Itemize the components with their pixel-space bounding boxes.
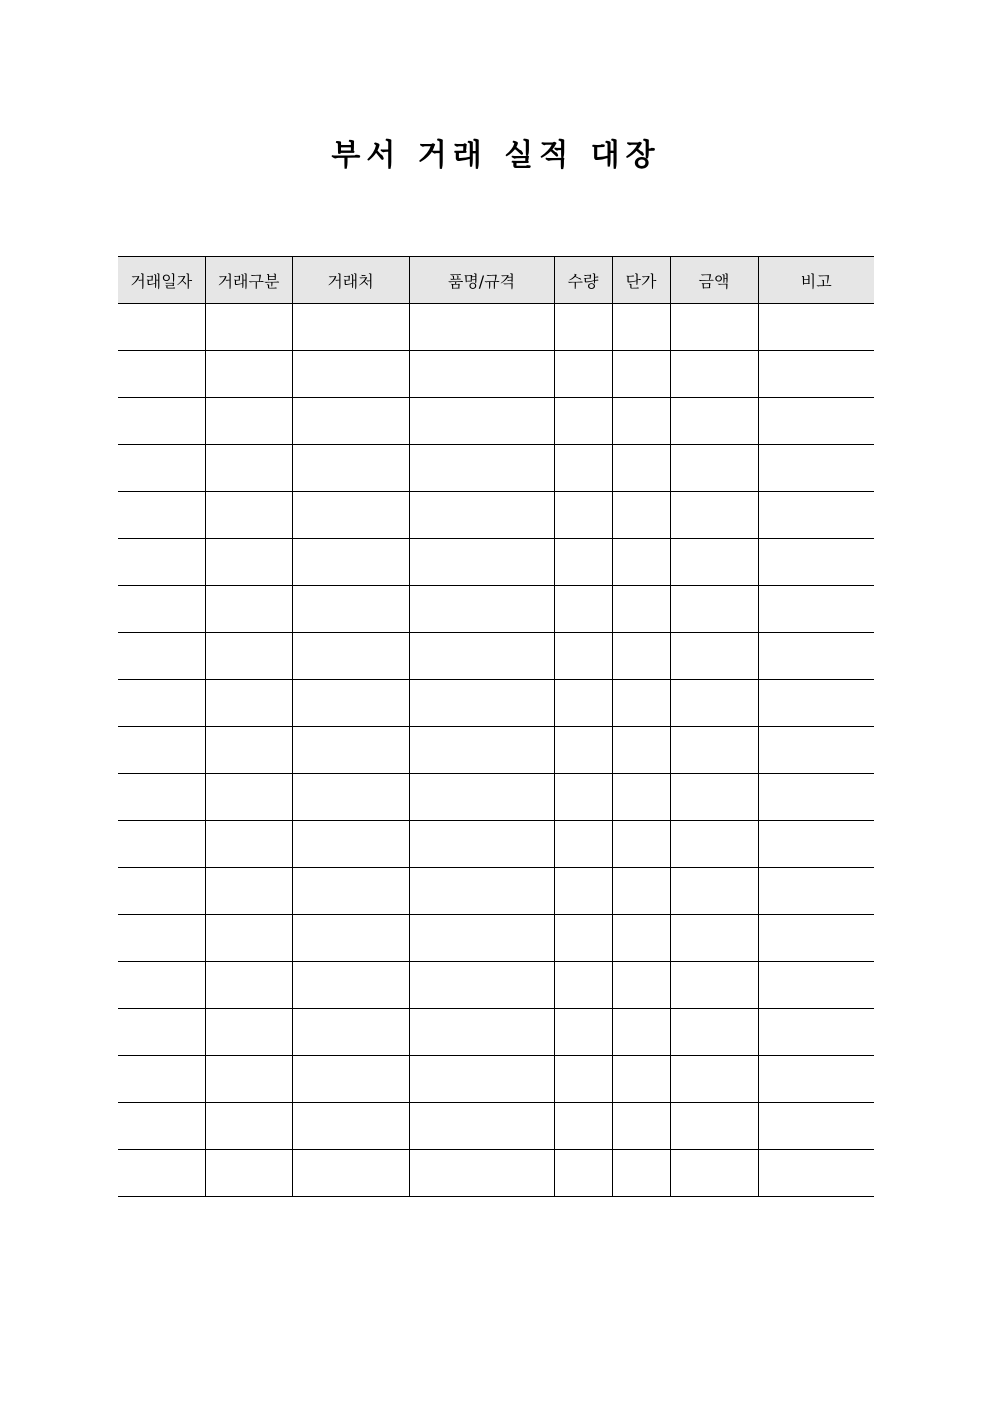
cell-remarks[interactable] (758, 727, 874, 774)
cell-date[interactable] (118, 915, 205, 962)
cell-date[interactable] (118, 680, 205, 727)
cell-type[interactable] (205, 633, 292, 680)
cell-remarks[interactable] (758, 680, 874, 727)
cell-type[interactable] (205, 1009, 292, 1056)
cell-date[interactable] (118, 398, 205, 445)
cell-type[interactable] (205, 1150, 292, 1197)
cell-partner[interactable] (292, 351, 409, 398)
cell-item-spec[interactable] (409, 304, 554, 351)
cell-date[interactable] (118, 492, 205, 539)
cell-item-spec[interactable] (409, 1103, 554, 1150)
cell-type[interactable] (205, 774, 292, 821)
cell-remarks[interactable] (758, 586, 874, 633)
cell-type[interactable] (205, 1103, 292, 1150)
cell-remarks[interactable] (758, 1056, 874, 1103)
cell-remarks[interactable] (758, 1009, 874, 1056)
cell-unit-price[interactable] (612, 586, 670, 633)
cell-unit-price[interactable] (612, 351, 670, 398)
cell-item-spec[interactable] (409, 1056, 554, 1103)
cell-partner[interactable] (292, 1103, 409, 1150)
page-title: 부서 거래 실적 대장 (331, 138, 661, 173)
cell-remarks[interactable] (758, 868, 874, 915)
cell-unit-price[interactable] (612, 304, 670, 351)
cell-quantity[interactable] (554, 727, 612, 774)
cell-quantity[interactable] (554, 1009, 612, 1056)
cell-partner[interactable] (292, 962, 409, 1009)
cell-quantity[interactable] (554, 304, 612, 351)
column-header-type: 거래구분 (205, 257, 292, 304)
cell-item-spec[interactable] (409, 633, 554, 680)
cell-type[interactable] (205, 962, 292, 1009)
cell-quantity[interactable] (554, 398, 612, 445)
cell-quantity[interactable] (554, 868, 612, 915)
table-row (118, 586, 874, 633)
cell-partner[interactable] (292, 727, 409, 774)
table-row (118, 633, 874, 680)
ledger-table (118, 256, 874, 1197)
cell-amount[interactable] (670, 633, 758, 680)
cell-unit-price[interactable] (612, 821, 670, 868)
cell-date[interactable] (118, 445, 205, 492)
cell-remarks[interactable] (758, 351, 874, 398)
cell-partner[interactable] (292, 1009, 409, 1056)
cell-quantity[interactable] (554, 821, 612, 868)
cell-remarks[interactable] (758, 1103, 874, 1150)
cell-partner[interactable] (292, 821, 409, 868)
cell-item-spec[interactable] (409, 445, 554, 492)
cell-unit-price[interactable] (612, 868, 670, 915)
cell-item-spec[interactable] (409, 821, 554, 868)
cell-unit-price[interactable] (612, 492, 670, 539)
cell-partner[interactable] (292, 1150, 409, 1197)
cell-quantity[interactable] (554, 680, 612, 727)
cell-amount[interactable] (670, 962, 758, 1009)
cell-amount[interactable] (670, 1103, 758, 1150)
cell-amount[interactable] (670, 821, 758, 868)
table-row (118, 351, 874, 398)
cell-amount[interactable] (670, 492, 758, 539)
cell-unit-price[interactable] (612, 1009, 670, 1056)
cell-remarks[interactable] (758, 492, 874, 539)
cell-item-spec[interactable] (409, 351, 554, 398)
cell-remarks[interactable] (758, 304, 874, 351)
table-row (118, 539, 874, 586)
cell-amount[interactable] (670, 915, 758, 962)
table-row (118, 1150, 874, 1197)
column-header-amount: 금액 (670, 257, 758, 304)
column-header-unit-price: 단가 (612, 257, 670, 304)
cell-partner[interactable] (292, 774, 409, 821)
cell-partner[interactable] (292, 445, 409, 492)
cell-quantity[interactable] (554, 1056, 612, 1103)
cell-date[interactable] (118, 962, 205, 1009)
cell-type[interactable] (205, 445, 292, 492)
cell-item-spec[interactable] (409, 398, 554, 445)
cell-amount[interactable] (670, 351, 758, 398)
cell-amount[interactable] (670, 586, 758, 633)
cell-quantity[interactable] (554, 633, 612, 680)
cell-type[interactable] (205, 492, 292, 539)
table-row (118, 398, 874, 445)
cell-quantity[interactable] (554, 492, 612, 539)
cell-remarks[interactable] (758, 633, 874, 680)
cell-partner[interactable] (292, 492, 409, 539)
cell-item-spec[interactable] (409, 1150, 554, 1197)
table-row (118, 1056, 874, 1103)
table-row (118, 680, 874, 727)
cell-type[interactable] (205, 868, 292, 915)
cell-item-spec[interactable] (409, 539, 554, 586)
cell-item-spec[interactable] (409, 868, 554, 915)
cell-unit-price[interactable] (612, 633, 670, 680)
cell-date[interactable] (118, 1056, 205, 1103)
table-row (118, 492, 874, 539)
cell-remarks[interactable] (758, 398, 874, 445)
table-row (118, 774, 874, 821)
table-row (118, 962, 874, 1009)
cell-type[interactable] (205, 304, 292, 351)
cell-date[interactable] (118, 821, 205, 868)
column-header-partner: 거래처 (292, 257, 409, 304)
cell-date[interactable] (118, 774, 205, 821)
cell-amount[interactable] (670, 539, 758, 586)
cell-date[interactable] (118, 586, 205, 633)
cell-partner[interactable] (292, 868, 409, 915)
column-header-date: 거래일자 (118, 257, 205, 304)
cell-amount[interactable] (670, 680, 758, 727)
cell-amount[interactable] (670, 727, 758, 774)
cell-amount[interactable] (670, 774, 758, 821)
cell-item-spec[interactable] (409, 962, 554, 1009)
cell-type[interactable] (205, 727, 292, 774)
table-row (118, 304, 874, 351)
cell-amount[interactable] (670, 1150, 758, 1197)
cell-partner[interactable] (292, 1056, 409, 1103)
cell-unit-price[interactable] (612, 398, 670, 445)
cell-unit-price[interactable] (612, 1056, 670, 1103)
header-row (118, 257, 874, 304)
cell-unit-price[interactable] (612, 1103, 670, 1150)
cell-remarks[interactable] (758, 962, 874, 1009)
table-row (118, 1009, 874, 1056)
cell-amount[interactable] (670, 398, 758, 445)
table-row (118, 1103, 874, 1150)
cell-unit-price[interactable] (612, 962, 670, 1009)
cell-date[interactable] (118, 727, 205, 774)
table-row (118, 727, 874, 774)
cell-date[interactable] (118, 1009, 205, 1056)
column-header-item-spec: 품명/규격 (409, 257, 554, 304)
cell-date[interactable] (118, 539, 205, 586)
cell-remarks[interactable] (758, 445, 874, 492)
cell-amount[interactable] (670, 1009, 758, 1056)
column-header-quantity: 수량 (554, 257, 612, 304)
cell-quantity[interactable] (554, 586, 612, 633)
cell-type[interactable] (205, 680, 292, 727)
cell-quantity[interactable] (554, 915, 612, 962)
cell-type[interactable] (205, 1056, 292, 1103)
table-row (118, 915, 874, 962)
cell-date[interactable] (118, 304, 205, 351)
cell-partner[interactable] (292, 539, 409, 586)
cell-date[interactable] (118, 1150, 205, 1197)
cell-item-spec[interactable] (409, 680, 554, 727)
cell-unit-price[interactable] (612, 680, 670, 727)
cell-quantity[interactable] (554, 351, 612, 398)
cell-quantity[interactable] (554, 774, 612, 821)
cell-partner[interactable] (292, 586, 409, 633)
table-row (118, 821, 874, 868)
cell-partner[interactable] (292, 915, 409, 962)
cell-type[interactable] (205, 351, 292, 398)
cell-amount[interactable] (670, 1056, 758, 1103)
cell-quantity[interactable] (554, 1103, 612, 1150)
table-row (118, 868, 874, 915)
cell-type[interactable] (205, 586, 292, 633)
cell-unit-price[interactable] (612, 774, 670, 821)
cell-amount[interactable] (670, 868, 758, 915)
ledger-body (118, 304, 874, 1197)
cell-unit-price[interactable] (612, 915, 670, 962)
cell-date[interactable] (118, 351, 205, 398)
cell-item-spec[interactable] (409, 915, 554, 962)
cell-quantity[interactable] (554, 962, 612, 1009)
column-header-remarks: 비고 (758, 257, 874, 304)
cell-type[interactable] (205, 821, 292, 868)
cell-item-spec[interactable] (409, 586, 554, 633)
cell-amount[interactable] (670, 304, 758, 351)
cell-partner[interactable] (292, 304, 409, 351)
cell-item-spec[interactable] (409, 1009, 554, 1056)
cell-remarks[interactable] (758, 774, 874, 821)
cell-quantity[interactable] (554, 1150, 612, 1197)
cell-remarks[interactable] (758, 1150, 874, 1197)
table-row (118, 445, 874, 492)
cell-partner[interactable] (292, 680, 409, 727)
cell-item-spec[interactable] (409, 774, 554, 821)
cell-unit-price[interactable] (612, 445, 670, 492)
cell-item-spec[interactable] (409, 492, 554, 539)
cell-type[interactable] (205, 398, 292, 445)
cell-remarks[interactable] (758, 915, 874, 962)
cell-item-spec[interactable] (409, 727, 554, 774)
cell-date[interactable] (118, 1103, 205, 1150)
cell-unit-price[interactable] (612, 539, 670, 586)
cell-unit-price[interactable] (612, 727, 670, 774)
cell-amount[interactable] (670, 445, 758, 492)
cell-partner[interactable] (292, 398, 409, 445)
cell-quantity[interactable] (554, 539, 612, 586)
cell-type[interactable] (205, 915, 292, 962)
cell-date[interactable] (118, 868, 205, 915)
cell-unit-price[interactable] (612, 1150, 670, 1197)
cell-quantity[interactable] (554, 445, 612, 492)
cell-type[interactable] (205, 539, 292, 586)
cell-date[interactable] (118, 633, 205, 680)
cell-remarks[interactable] (758, 539, 874, 586)
cell-remarks[interactable] (758, 821, 874, 868)
cell-partner[interactable] (292, 633, 409, 680)
